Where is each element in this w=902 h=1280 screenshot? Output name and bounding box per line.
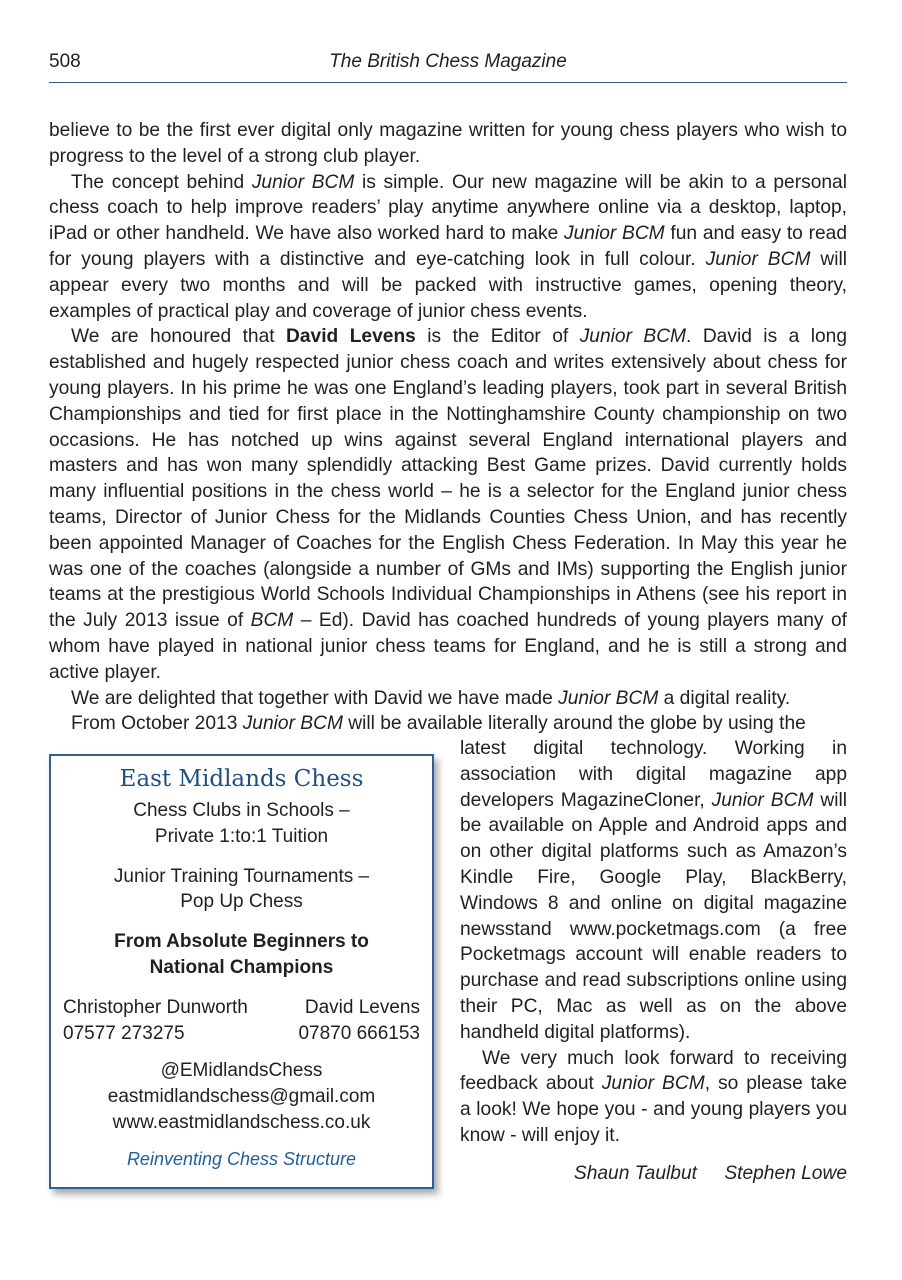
magazine-title: The British Chess Magazine [329,51,567,72]
advert-tagline: Reinventing Chess Structure [126,1148,357,1169]
advert-line: Private 1:to:1 Tuition [154,825,329,847]
advert-bold-line: From Absolute Beginners to [114,931,369,953]
signature-lowe: Stephen Lowe [724,1162,847,1184]
advert-box [49,754,434,1189]
contact-name: David Levens [304,996,420,1018]
article-body [49,118,847,737]
paragraph-1: believe to be the first ever digital only magazine written for young chess players who wish to progress to the level of a strong club player. [49,120,847,167]
contact-phone: 07870 666153 [298,1022,420,1044]
page-header [49,48,847,83]
advert-line: Junior Training Tournaments – [113,865,370,887]
contact-name: Christopher Dunworth [63,996,248,1018]
advert-bold-line: National Champions [149,956,334,978]
advert-line: Pop Up Chess [180,891,303,913]
paragraph-4: We are delighted that together with David we have made Junior BCM a digital reality. [71,687,791,709]
contact-phone: 07577 273275 [63,1022,185,1044]
signatures [460,1161,847,1187]
advert-line: Chess Clubs in Schools – [133,800,350,821]
column-paragraph-2: We very much look forward to receiving feedback about Junior BCM, so please take a look! We hope you - and young players you know - will enjoy it. [460,1047,847,1146]
advert-contacts [51,995,432,1047]
right-column [460,736,847,1187]
paragraph-3: We are honoured that David Levens is the Editor of Junior BCM. David is a long established and hugely respected junior chess coach and writes extensively about chess for young players. In his prime he was one England’s leading players, took part in several British Championships and tied for first place in the Nottinghamshire County championship on two occasions. He has notched up wins against several England international players and masters and has won many splendidly attacking Best Game prizes. David currently holds many influential positions in the chess world – he is a selector for the England junior chess teams, Director of Junior Chess for the Midlands Counties Chess Union, and has recently been appointed Manager of Coaches for the English Chess Federation. In May this year he was one of the coaches (alongside a number of GMs and IMs) supporting the English junior teams at the prestigious World Schools Individual Championships in Athens (see his report in the July 2013 issue of BCM – Ed). David has coached hundreds of young players many of whom have played in national junior chess teams for England, and he is still a strong and active player. [49,326,847,683]
paragraph-5: From October 2013 Junior BCM will be available literally around the globe by using the [71,713,806,735]
signature-taulbut: Shaun Taulbut [573,1162,697,1184]
paragraph-2: The concept behind Junior BCM is simple. Our new magazine will be akin to a personal chess coach to help improve readers’ play anytime anywhere online via a desktop, laptop, iPad or other handheld. We have also worked hard to make Junior BCM fun and easy to read for young players with a distinctive and eye-catching look in full colour. Junior BCM will appear every two months and will be packed with instructive games, opening theory, examples of practical play and coverage of junior chess events. [49,171,848,322]
page-number: 508 [49,51,81,72]
contact-levens [298,995,420,1047]
column-paragraph-1: latest digital technology. Working in association with digital magazine app developers MagazineCloner, Junior BCM will be available on Apple and Android apps and on other digital platforms such as Amazon’s Kindle Fire, Google Play, BlackBerry, Windows 8 and online on digital magazine newsstand www.pocketmags.com (a free Pocketmags account will enable readers to purchase and read subscriptions online using their PC, Mac as well as on the above handheld digital platforms). [460,738,847,1043]
advert-website: www.eastmidlandschess.co.uk [112,1111,371,1133]
advert-email: eastmidlandschess@gmail.com [107,1086,376,1108]
advert-title: East Midlands Chess [119,766,364,792]
contact-dunworth [63,995,248,1047]
advert-twitter: @EMidlandsChess [160,1060,323,1082]
